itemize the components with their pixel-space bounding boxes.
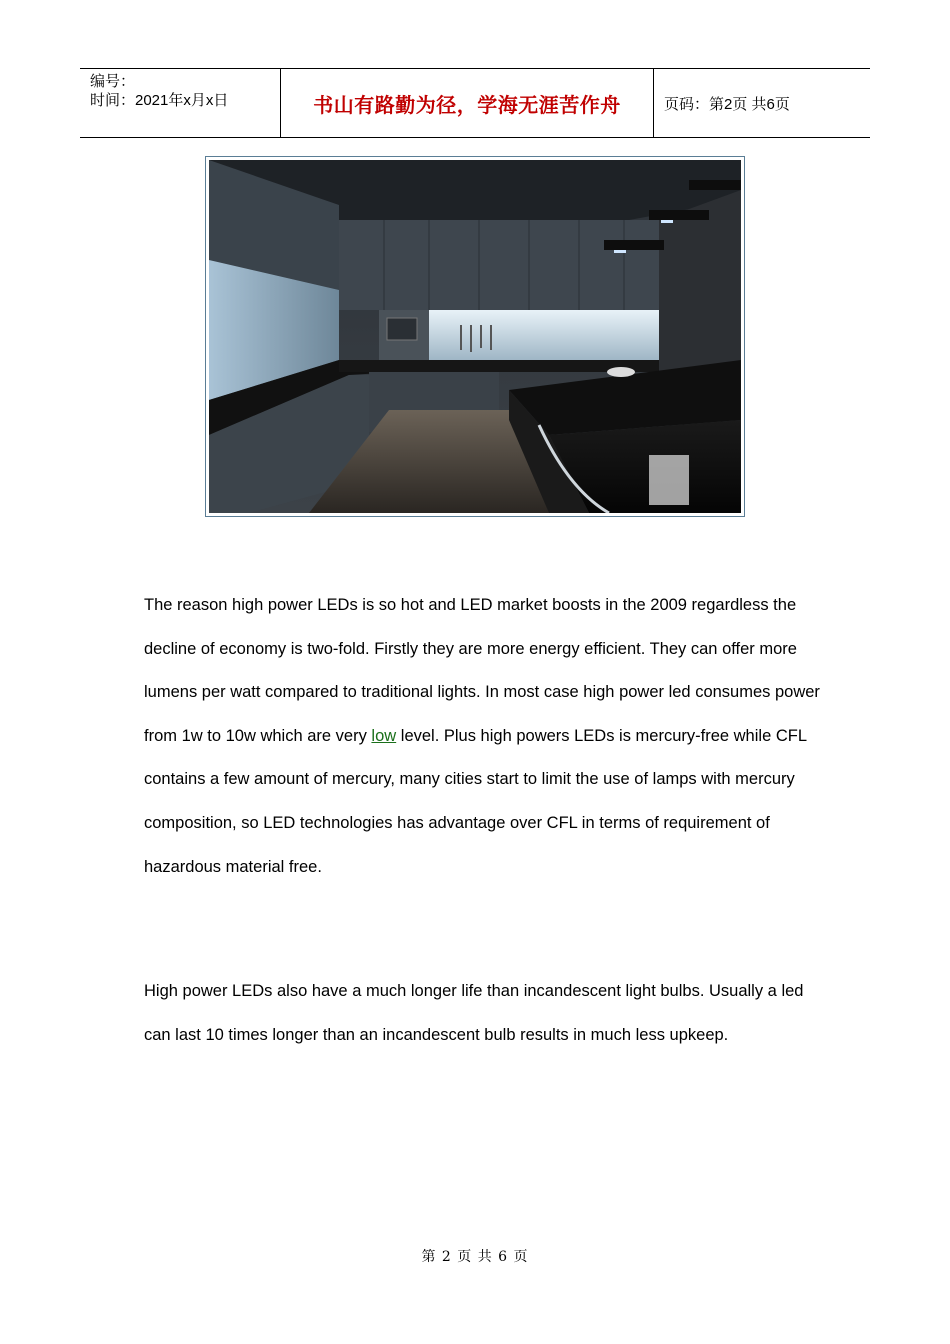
paragraph1-text-start: The reason high power LEDs is so hot and LED market boosts in the 2009 regardless the decline of economy is two-fold. Firstly they are more energy efficient. They can offer more lumens per watt compared to traditional lights. In most case high power led consumes power from 1w to 10w which are very — [144, 596, 820, 745]
low-link[interactable]: low — [371, 726, 397, 745]
page-footer: 第 2 页 共 6 页 — [421, 1249, 529, 1265]
header-motto: 书山有路勤为径，学海无涯苦作舟 — [281, 69, 654, 137]
kitchen-photo — [205, 156, 745, 517]
page-header — [80, 68, 870, 138]
kitchen-illustration — [209, 160, 741, 513]
header-page-info: 页码：第2页 共6页 — [664, 95, 790, 113]
paragraph1-text-end: level. Plus high powers LEDs is mercury-free while CFL contains a few amount of mercury, many cities start to limit the use of lamps with mercury composition, so LED technologies has advantage over CFL in terms of requirement of hazardous material free. — [144, 726, 807, 876]
paragraph-longer-life: High power LEDs also have a much longer life than incandescent light bulbs. Usually a led can last 10 times longer than an incandescent bulb results in much less upkeep. — [144, 982, 804, 1044]
header-meta — [80, 69, 281, 137]
document-number-label: 编号： — [90, 73, 136, 90]
document-time-label: 时间：2021年x月x日 — [90, 92, 229, 109]
paragraph-energy-efficiency — [144, 584, 824, 889]
